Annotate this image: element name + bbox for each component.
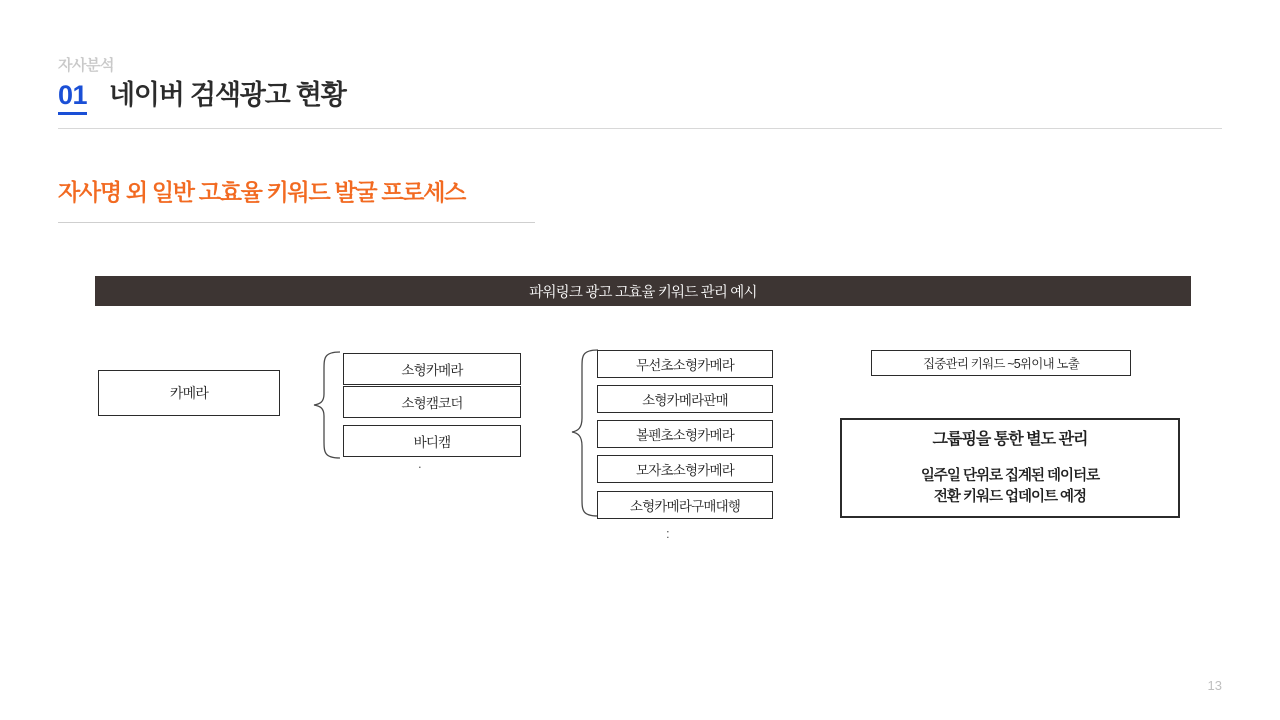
level2-node-3 xyxy=(597,420,773,448)
level2-node-4 xyxy=(597,455,773,483)
grouping-callout-line2: 전환 키워드 업데이트 예정 xyxy=(933,488,1087,505)
page-title xyxy=(58,82,346,115)
brace-level1-icon xyxy=(294,350,344,460)
level1-ellipsis: . xyxy=(418,456,422,471)
brace-level2-icon xyxy=(552,348,602,518)
focus-keyword-note-label: 집중관리 키워드 ~5위이내 노출 xyxy=(923,357,1079,371)
page-title-text: 네이버 검색광고 현황 xyxy=(109,80,346,110)
root-node xyxy=(98,370,280,416)
level2-node-5 xyxy=(597,491,773,519)
level2-node-2-label: 소형카메라판매 xyxy=(642,393,728,408)
eyebrow-label: 자사분석 xyxy=(58,57,114,74)
page-number: 13 xyxy=(1207,678,1222,693)
section-title: 자사명 외 일반 고효율 키워드 발굴 프로세스 xyxy=(58,179,466,205)
banner-bar xyxy=(95,276,1191,306)
level1-node-2 xyxy=(343,386,521,418)
page-title-number: 01 xyxy=(58,82,87,115)
grouping-callout-title: 그룹핑을 통한 별도 관리 xyxy=(932,431,1088,449)
grouping-callout xyxy=(840,418,1180,518)
level2-node-4-label: 모자초소형카메라 xyxy=(636,463,734,478)
level2-node-3-label: 볼펜초소형카메라 xyxy=(636,428,734,443)
level1-node-2-label: 소형캠코더 xyxy=(401,396,463,411)
level2-node-1 xyxy=(597,350,773,378)
level1-node-3 xyxy=(343,425,521,457)
level1-node-1-label: 소형카메라 xyxy=(401,363,463,378)
header-divider xyxy=(58,128,1222,129)
banner-label: 파워링크 광고 고효율 키워드 관리 예시 xyxy=(529,284,757,301)
grouping-callout-line1: 일주일 단위로 집계된 데이터로 xyxy=(920,467,1100,484)
section-divider xyxy=(58,222,535,223)
level2-node-2 xyxy=(597,385,773,413)
root-node-label: 카메라 xyxy=(169,385,209,401)
level2-ellipsis: : xyxy=(666,526,670,541)
level1-node-1 xyxy=(343,353,521,385)
focus-keyword-note xyxy=(871,350,1131,376)
level2-node-5-label: 소형카메라구매대행 xyxy=(629,499,741,514)
level1-node-3-label: 바디캠 xyxy=(413,435,451,450)
level2-node-1-label: 무선초소형카메라 xyxy=(636,358,734,373)
